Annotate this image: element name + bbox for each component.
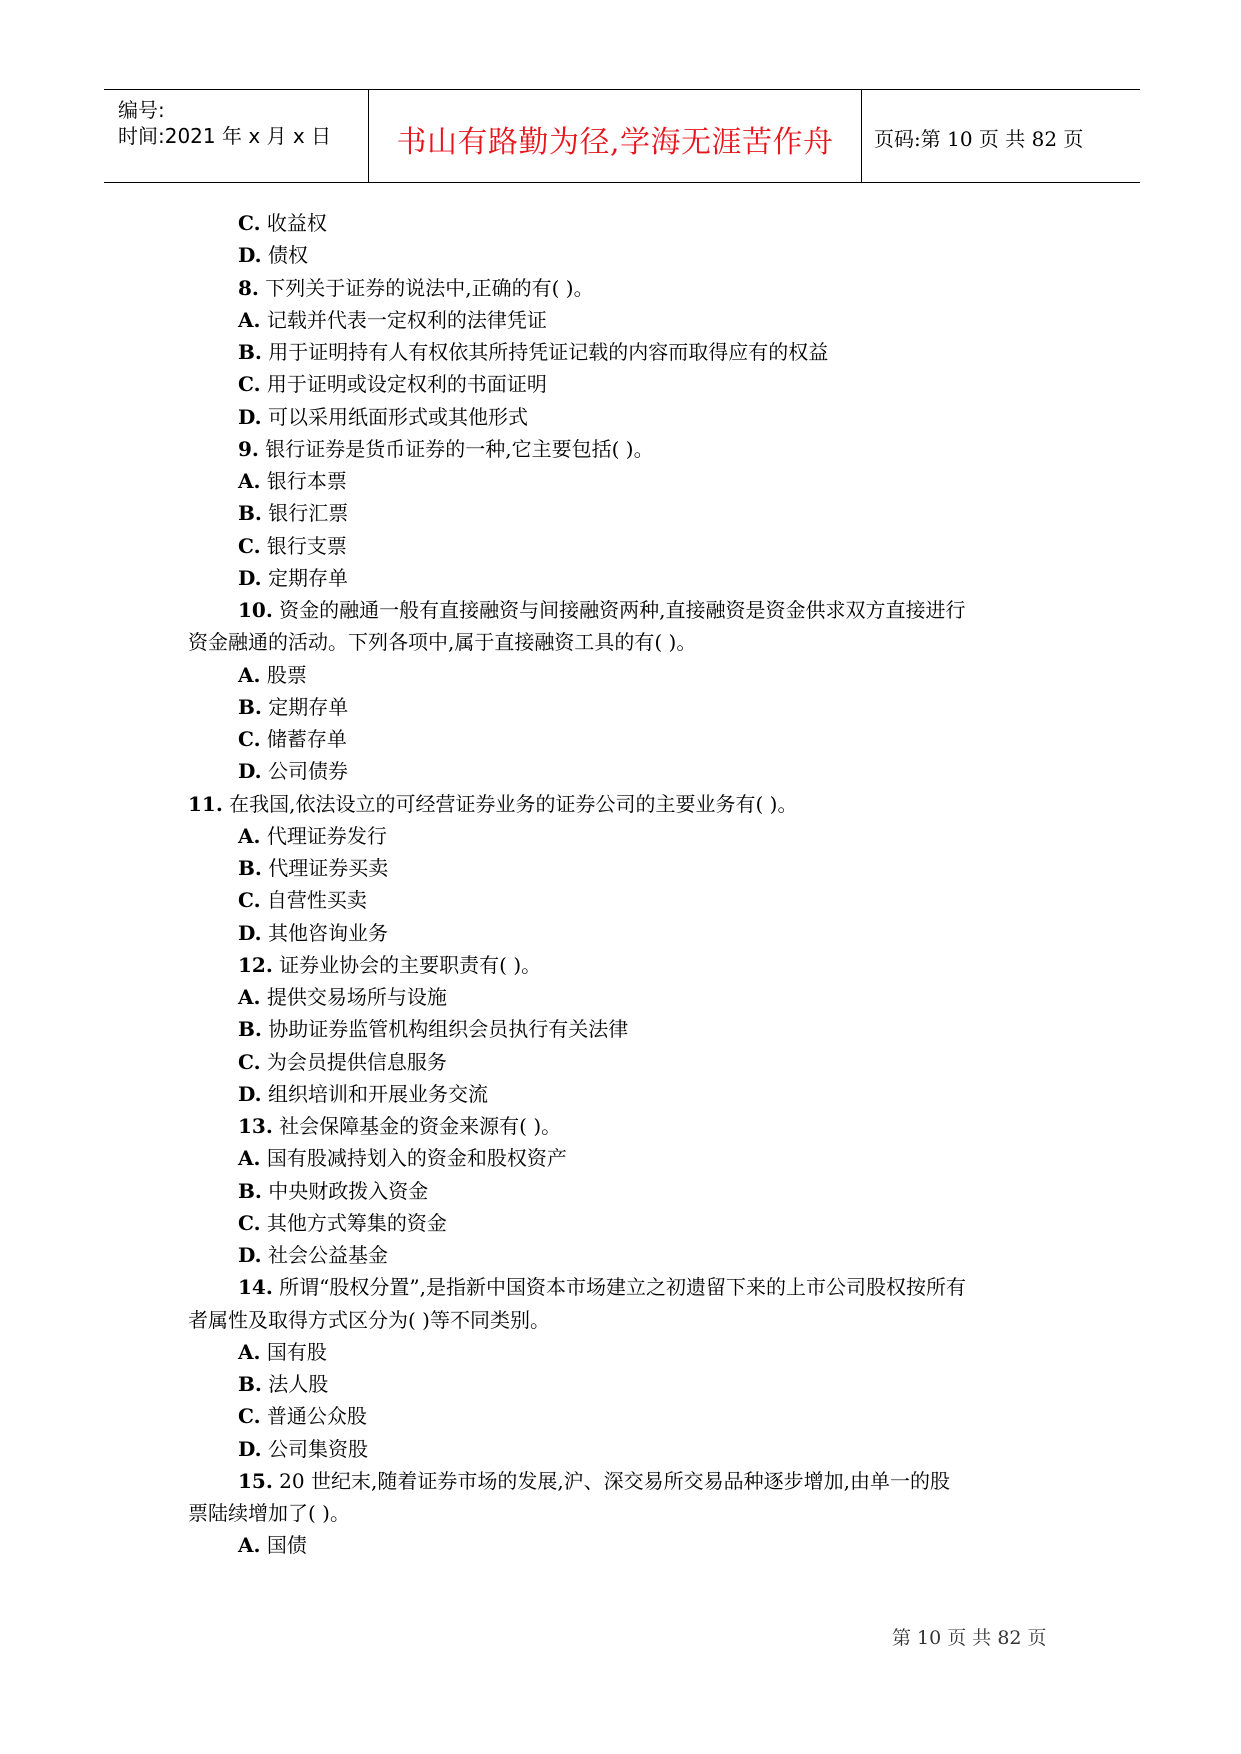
line-text: 股票 bbox=[266, 662, 307, 687]
question-line bbox=[238, 1274, 966, 1300]
question-continuation-line bbox=[188, 1307, 550, 1333]
line-label: C. bbox=[238, 372, 261, 397]
question-line bbox=[238, 1113, 561, 1139]
question-line bbox=[238, 1016, 628, 1042]
line-text: 协助证券监管机构组织会员执行有关法律 bbox=[268, 1017, 629, 1042]
line-label: A. bbox=[238, 1533, 261, 1558]
question-line bbox=[238, 1145, 567, 1171]
question-line bbox=[238, 1371, 328, 1397]
line-text: 为会员提供信息服务 bbox=[266, 1049, 447, 1074]
document-time-label: 时间:2021 年 x 月 x 日 bbox=[118, 124, 332, 148]
line-text: 银行汇票 bbox=[268, 501, 349, 526]
line-label: C. bbox=[238, 1049, 261, 1074]
line-label: A. bbox=[238, 985, 261, 1009]
line-text: 收益权 bbox=[266, 211, 327, 235]
line-text: 公司债券 bbox=[267, 759, 348, 784]
line-text: 其他方式筹集的资金 bbox=[266, 1210, 447, 1235]
question-line bbox=[238, 823, 387, 849]
line-label: B. bbox=[238, 1372, 262, 1396]
line-text: 银行本票 bbox=[266, 469, 347, 493]
question-line bbox=[238, 436, 654, 462]
line-text: 国债 bbox=[266, 1533, 307, 1558]
line-text: 代理证券发行 bbox=[266, 823, 387, 848]
question-line bbox=[238, 404, 528, 430]
line-text: 用于证明持有人有权依其所持凭证记载的内容而取得应有的权益 bbox=[268, 340, 829, 364]
line-text: 国有股减持划入的资金和股权资产 bbox=[266, 1146, 567, 1171]
page-footer: 第 10 页 共 82 页 bbox=[892, 1627, 1047, 1649]
question-line bbox=[238, 1178, 428, 1204]
question-line bbox=[238, 242, 308, 268]
line-text: 公司集资股 bbox=[267, 1436, 368, 1461]
line-text: 资金的融通一般有直接融资与间接融资两种,直接融资是资金供求双方直接进行 bbox=[279, 598, 966, 622]
line-text: 记载并代表一定权利的法律凭证 bbox=[266, 307, 547, 332]
line-label: D. bbox=[238, 920, 262, 945]
line-label: C. bbox=[238, 211, 261, 235]
line-label: C. bbox=[238, 533, 261, 558]
line-text: 普通公众股 bbox=[266, 1404, 367, 1429]
line-label: B. bbox=[238, 694, 262, 719]
question-line bbox=[188, 791, 797, 817]
line-label: A. bbox=[238, 307, 261, 332]
line-label: 14. bbox=[238, 1275, 273, 1300]
line-text: 债权 bbox=[267, 243, 308, 268]
line-label: B. bbox=[238, 1178, 262, 1203]
line-label: 12. bbox=[238, 952, 273, 977]
line-text: 提供交易场所与设施 bbox=[266, 985, 447, 1009]
question-line bbox=[238, 597, 966, 623]
line-label: 13. bbox=[238, 1114, 273, 1138]
line-label: 10. bbox=[238, 598, 273, 622]
line-label: A. bbox=[238, 1146, 261, 1171]
line-label: D. bbox=[238, 404, 262, 429]
line-label: A. bbox=[238, 469, 261, 493]
line-label: C. bbox=[238, 888, 261, 913]
question-line bbox=[238, 726, 347, 752]
question-line bbox=[238, 887, 367, 913]
question-line bbox=[238, 371, 547, 397]
line-label: D. bbox=[238, 1081, 262, 1106]
line-text: 储蓄存单 bbox=[266, 727, 347, 751]
header-page-info: 页码:第 10 页 共 82 页 bbox=[874, 127, 1084, 151]
line-label: A. bbox=[238, 823, 261, 848]
question-line bbox=[238, 694, 348, 720]
line-text: 法人股 bbox=[268, 1372, 329, 1396]
line-label: B. bbox=[238, 501, 262, 526]
line-text: 资金融通的活动。下列各项中,属于直接融资工具的有( )。 bbox=[188, 630, 697, 655]
line-label: C. bbox=[238, 1404, 261, 1429]
question-continuation-line bbox=[188, 629, 696, 655]
line-label: 15. bbox=[238, 1468, 273, 1493]
line-text: 定期存单 bbox=[267, 565, 348, 590]
line-text: 票陆续增加了( )。 bbox=[188, 1501, 350, 1525]
question-line bbox=[238, 468, 347, 494]
question-line bbox=[238, 758, 348, 784]
line-label: A. bbox=[238, 1339, 261, 1364]
line-text: 证券业协会的主要职责有( )。 bbox=[279, 952, 542, 977]
line-label: C. bbox=[238, 727, 261, 751]
line-label: D. bbox=[238, 1243, 262, 1267]
line-label: C. bbox=[238, 1210, 261, 1235]
line-text: 所谓“股权分置”,是指新中国资本市场建立之初遗留下来的上市公司股权按所有 bbox=[279, 1275, 966, 1300]
line-label: B. bbox=[238, 856, 262, 880]
line-text: 社会保障基金的资金来源有( )。 bbox=[279, 1114, 562, 1138]
line-label: D. bbox=[238, 565, 262, 590]
question-line bbox=[238, 307, 547, 333]
line-label: B. bbox=[238, 1017, 262, 1042]
question-line bbox=[238, 855, 388, 881]
line-label: A. bbox=[238, 662, 261, 687]
line-label: B. bbox=[238, 340, 262, 364]
line-label: 8. bbox=[238, 275, 259, 300]
line-text: 代理证券买卖 bbox=[268, 856, 389, 880]
line-text: 国有股 bbox=[266, 1339, 327, 1364]
question-line bbox=[238, 500, 348, 526]
line-text: 者属性及取得方式区分为( )等不同类别。 bbox=[188, 1307, 550, 1332]
question-line bbox=[238, 920, 388, 946]
document-number-label: 编号: bbox=[118, 98, 165, 122]
line-text: 用于证明或设定权利的书面证明 bbox=[266, 372, 547, 397]
question-line bbox=[238, 1468, 950, 1494]
question-line bbox=[238, 1436, 368, 1462]
question-line bbox=[238, 1049, 447, 1075]
line-text: 20 世纪末,随着证券市场的发展,沪、深交易所交易品种逐步增加,由单一的股 bbox=[279, 1468, 951, 1493]
question-line bbox=[238, 1532, 307, 1558]
line-text: 组织培训和开展业务交流 bbox=[267, 1081, 488, 1106]
line-label: D. bbox=[238, 1436, 262, 1461]
question-line bbox=[238, 952, 541, 978]
line-text: 自营性买卖 bbox=[266, 888, 367, 913]
line-text: 中央财政拨入资金 bbox=[268, 1178, 429, 1203]
question-line bbox=[238, 275, 594, 301]
line-text: 银行支票 bbox=[266, 533, 347, 558]
question-line bbox=[238, 1210, 447, 1236]
line-text: 下列关于证券的说法中,正确的有( )。 bbox=[265, 275, 594, 300]
question-line bbox=[238, 210, 327, 236]
line-label: 9. bbox=[238, 436, 259, 461]
question-line bbox=[238, 1081, 488, 1107]
question-line bbox=[238, 984, 447, 1010]
question-line bbox=[238, 565, 348, 591]
line-label: D. bbox=[238, 759, 262, 784]
line-text: 在我国,依法设立的可经营证券业务的证券公司的主要业务有( )。 bbox=[229, 791, 798, 816]
question-line bbox=[238, 533, 347, 559]
line-text: 社会公益基金 bbox=[267, 1243, 388, 1267]
question-line bbox=[238, 1242, 388, 1268]
question-line bbox=[238, 1339, 327, 1365]
line-text: 可以采用纸面形式或其他形式 bbox=[267, 404, 528, 429]
line-label: 11. bbox=[188, 791, 223, 816]
line-text: 其他咨询业务 bbox=[267, 920, 388, 945]
header-motto: 书山有路勤为径,学海无涯苦作舟 bbox=[396, 125, 834, 160]
line-text: 定期存单 bbox=[268, 694, 349, 719]
line-text: 银行证券是货币证券的一种,它主要包括( )。 bbox=[265, 436, 654, 461]
line-label: D. bbox=[238, 243, 262, 268]
question-line bbox=[238, 1403, 367, 1429]
question-continuation-line bbox=[188, 1500, 350, 1526]
question-line bbox=[238, 339, 828, 365]
question-line bbox=[238, 662, 307, 688]
